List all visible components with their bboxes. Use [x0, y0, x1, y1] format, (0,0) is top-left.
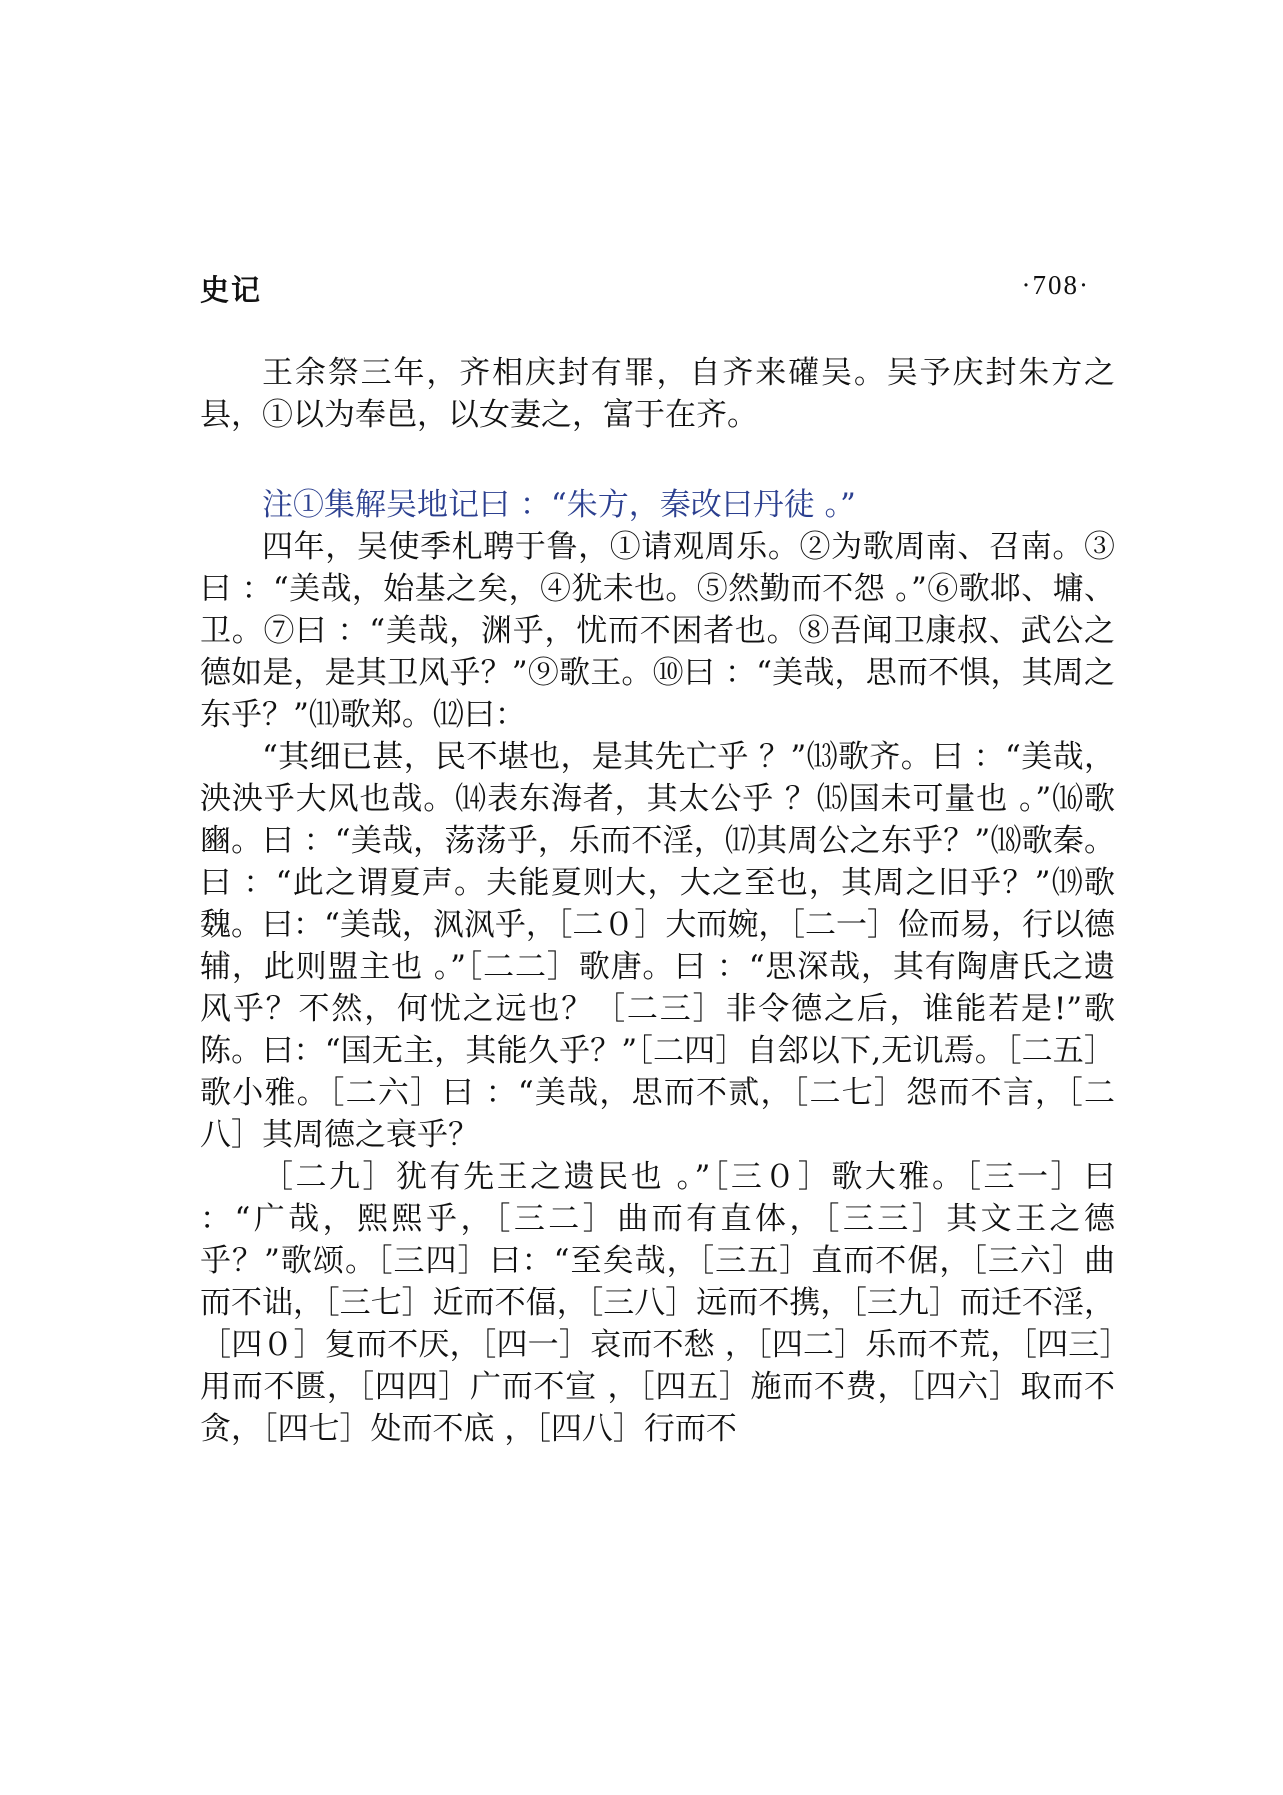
- annotation-note: 注①集解吴地记曰 ：“朱方，秦改曰丹徒 。”: [262, 487, 856, 523]
- paragraph-2: 四年，吴使季札聘于鲁，①请观周乐。②为歌周南、召南。③曰 ：“美哉，始基之矣，④犹未也。⑤然勤而不怨 。”⑥歌邶、墉、卫。⑦曰 ：“美哉，渊乎，忧而不困者也。⑧吾闻卫康叔、武公之德如是，是其卫风乎？”⑨歌王。⑩曰 ：“美哉，思而不惧，其周之东乎？”⑾歌郑。⑿曰：: [200, 529, 1115, 733]
- page-header: [200, 268, 1090, 308]
- paragraph-1: 王余祭三年，齐相庆封有罪，自齐来礶吴。吴予庆封朱方之县，①以为奉邑，以女妻之，富于在齐。: [200, 355, 1115, 433]
- paragraph-3: “其细已甚，民不堪也，是其先亡乎 ？”⒀歌齐。曰 ：“美哉，泱泱乎大风也哉。⒁表东海者，其太公乎 ？⒂国未可量也 。”⒃歌豳。曰 ：“美哉，荡荡乎，乐而不淫，⒄其周公之东乎？”⒅歌秦。曰 ：“此之谓夏声。夫能夏则大，大之至也，其周之旧乎？”⒆歌魏。曰：“美哉，沨沨乎，［二０］大而婉，［二一］俭而易，行以德辅，此则盟主也 。”［二二］歌唐。曰 ：“思深哉，其有陶唐氏之遗风乎？不然，何忧之远也？［二三］非令德之后，谁能若是!”歌陈。曰：“国无主，其能久乎？”［二四］自郐以下,无讥焉。［二五］歌小雅。［二六］曰 ：“美哉，思而不贰，［二七］怨而不言，［二八］其周德之衰乎？: [200, 739, 1115, 1153]
- paragraph-4: ［二九］犹有先王之遗民也 。”［三０］歌大雅。［三一］曰 ：“广哉，熙熙乎，［三二］曲而有直体，［三三］其文王之德乎？”歌颂。［三四］曰：“至矣哉，［三五］直而不倨，［三六］曲而不诎，［三七］近而不偪，［三八］远而不携，［三九］而迁不淫，［四０］复而不厌，［四一］哀而不愁 ，［四二］乐而不荒，［四三］用而不匮，［四四］广而不宣 ，［四五］施而不费，［四六］取而不贪，［四七］处而不底 ，［四八］行而不: [200, 1159, 1115, 1447]
- body-text: [200, 352, 1115, 1450]
- page-number: ·708·: [1021, 270, 1090, 300]
- book-title: 史记: [200, 273, 263, 307]
